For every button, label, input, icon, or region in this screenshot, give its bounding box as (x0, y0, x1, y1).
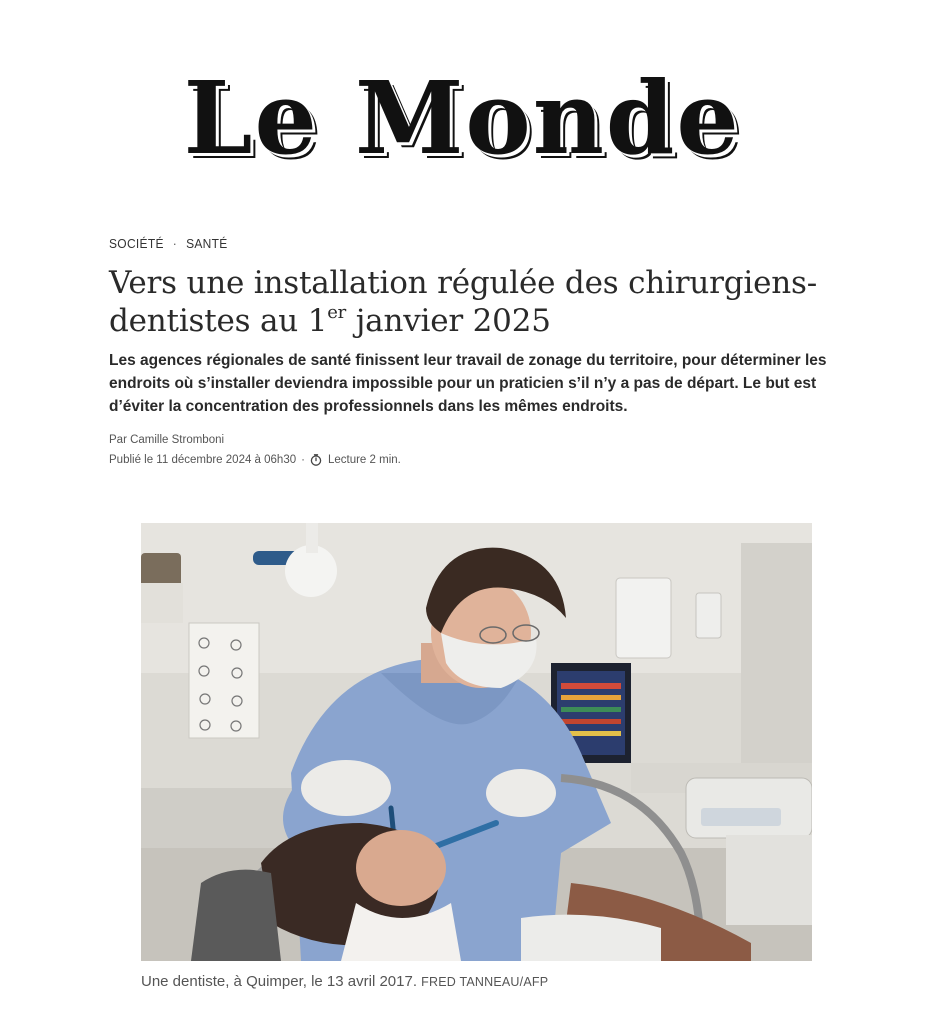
breadcrumb (109, 234, 839, 255)
article-meta (109, 452, 839, 468)
headline-text: Vers une installation régulée des chirurgiens-dentistes au 1 (109, 265, 817, 339)
masthead (0, 58, 925, 178)
author-name[interactable]: Par Camille Stromboni (109, 434, 225, 446)
photo-credit: FRED TANNEAU/AFP (421, 975, 549, 989)
headline-superscript: er (327, 302, 347, 323)
photo-caption (141, 971, 841, 993)
meta-separator: · (301, 454, 305, 466)
article-standfirst: Les agences régionales de santé finissent leur travail de zonage du territoire, pour déterminer les endroits où s’installer deviendra impossible pour un praticien s’il n’y a pas de départ. Le but est d’éviter la concentration des professionnels dans les mêmes endroits. (109, 352, 827, 415)
breadcrumb-subsection-link[interactable]: SANTÉ (186, 236, 228, 252)
article-byline (109, 432, 839, 448)
clock-icon (310, 454, 322, 466)
le-monde-logo[interactable]: Le Monde (183, 59, 742, 177)
reading-time: Lecture 2 min. (327, 454, 401, 466)
article-header (109, 234, 839, 468)
breadcrumb-separator: · (172, 236, 178, 252)
article-photo[interactable] (141, 523, 812, 961)
article-headline (109, 264, 839, 340)
dentist-photo-illustration (141, 523, 812, 961)
headline-text-end: janvier 2025 (346, 303, 551, 339)
breadcrumb-section-link[interactable]: SOCIÉTÉ (109, 236, 164, 252)
caption-text: Une dentiste, à Quimper, le 13 avril 2017. (141, 973, 417, 990)
publication-date: Publié le 11 décembre 2024 à 06h30 (109, 454, 297, 466)
